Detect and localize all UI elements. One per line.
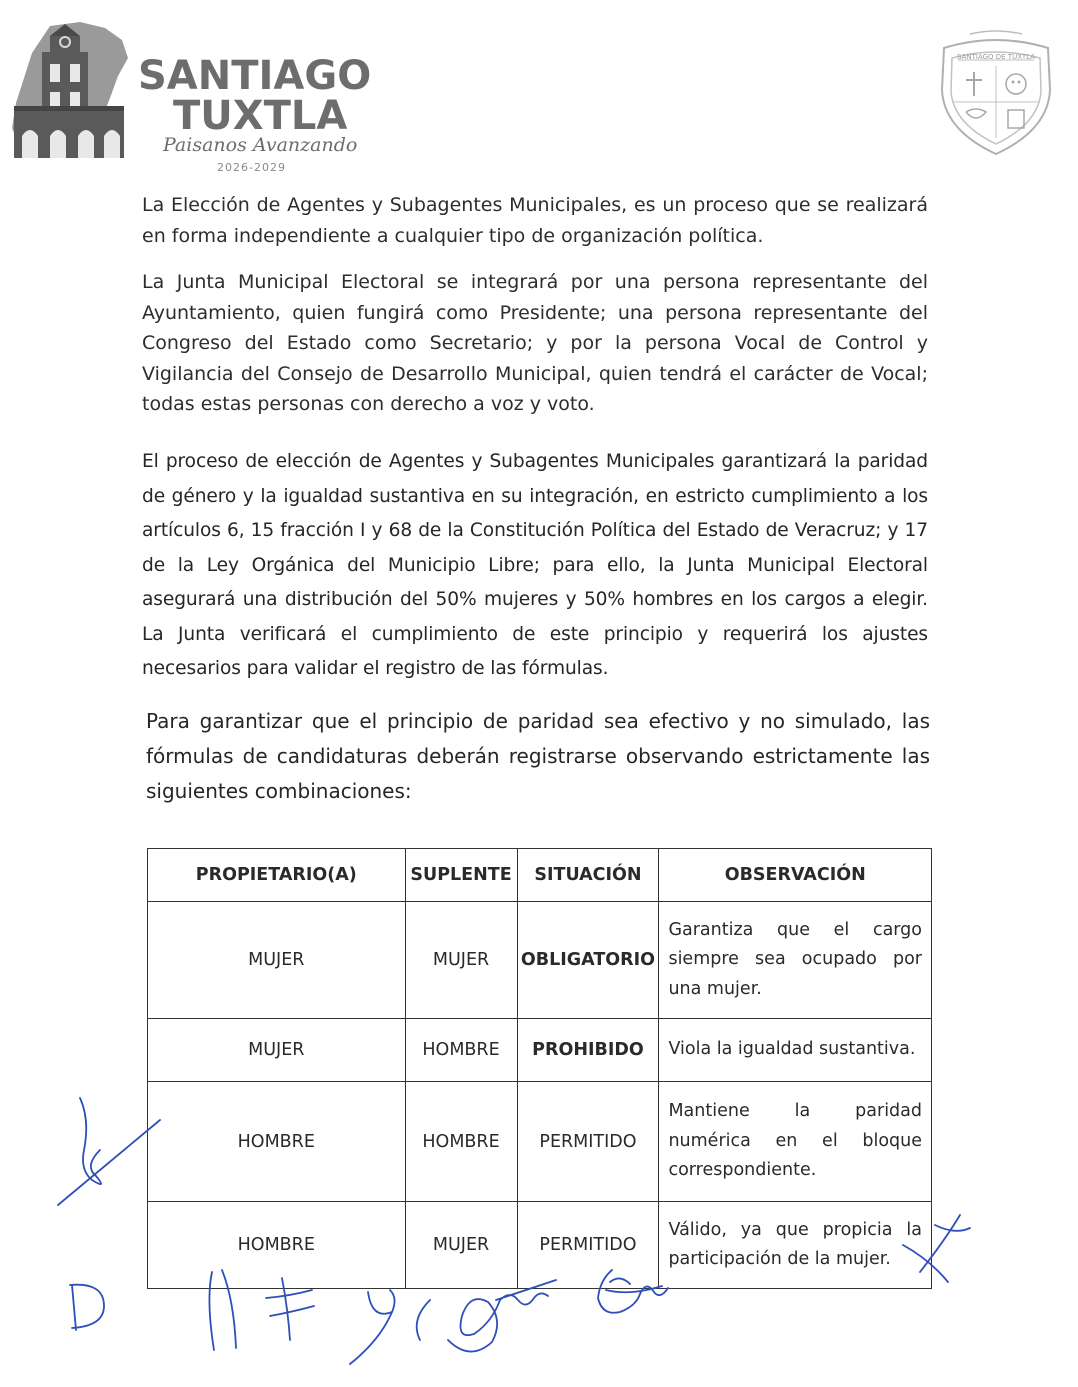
cell-situacion: PERMITIDO (517, 1202, 659, 1289)
header-observacion: OBSERVACIÓN (659, 849, 932, 902)
signature-swirl (417, 1280, 556, 1352)
header-suplente: SUPLENTE (405, 849, 517, 902)
table-row (148, 902, 932, 1019)
cell-situacion: PERMITIDO (517, 1082, 659, 1202)
cell-situacion: PROHIBIDO (517, 1019, 659, 1082)
cell-propietario: HOMBRE (148, 1202, 406, 1289)
header-propietario: PROPIETARIO(A) (148, 849, 406, 902)
cell-situacion: OBLIGATORIO (517, 902, 659, 1019)
cell-suplente: HOMBRE (405, 1082, 517, 1202)
header-situacion: SITUACIÓN (517, 849, 659, 902)
paragraph-election-independence: La Elección de Agentes y Subagentes Municipales, es un proceso que se realizará en forma independiente a cualquier tipo de organización política. (142, 194, 928, 247)
cell-observacion: Válido, ya que propicia la participación de la mujer. (659, 1202, 932, 1289)
municipal-logo (10, 18, 390, 174)
cell-propietario: HOMBRE (148, 1082, 406, 1202)
cell-suplente: MUJER (405, 1202, 517, 1289)
cell-suplente: MUJER (405, 902, 517, 1019)
cell-observacion: Mantiene la paridad numérica en el bloque correspondiente. (659, 1082, 932, 1202)
paragraph-gender-parity: El proceso de elección de Agentes y Subagentes Municipales garantizará la paridad de género y la igualdad sustantiva en su integración, en estricto cumplimiento a los artículos 6, 15 fracción I y 68 de la Constitución Política del Estado de Veracruz; y 17 de la Ley Orgánica del Municipio Libre; para ello, la Junta Municipal Electoral asegurará una distribución del 50% mujeres y 50% hombres en los cargos a elegir. La Junta verificará el cumplimiento de este principio y requerirá los ajustes necesarios para validar el registro de las fórmulas. (142, 451, 928, 679)
candidate-combinations-table (147, 848, 932, 1289)
seal-text: SANTIAGO DE TUXTLA (957, 53, 1035, 61)
brand-slogan: Paisanos Avanzando (163, 134, 358, 156)
administration-years: 2026-2029 (217, 161, 286, 174)
cell-suplente: HOMBRE (405, 1019, 517, 1082)
cell-propietario: MUJER (148, 1019, 406, 1082)
paragraph-junta-composition: La Junta Municipal Electoral se integrará por una persona representante del Ayuntamiento, quien fungirá como Presidente; una persona representante del Congreso del Estado como Secretario; y por la persona Vocal de Control y Vigilancia del Consejo de Desarrollo Municipal, quien tendrá el carácter de Vocal; todas estas personas con derecho a voz y voto. (142, 271, 928, 415)
table-row (148, 1019, 932, 1082)
brand-name-line2: TUXTLA (173, 93, 348, 139)
signature-d (70, 1285, 104, 1330)
municipal-seal-icon (930, 30, 1062, 160)
clock-tower-logo-icon (10, 18, 135, 163)
table-header-row (148, 849, 932, 902)
cell-observacion: Viola la igualdad sustantiva. (659, 1019, 932, 1082)
table-row (148, 1202, 932, 1289)
brand-name-line1: SANTIAGO (138, 53, 372, 99)
paragraph-combinations-intro: Para garantizar que el principio de paridad sea efectivo y no simulado, las fórmulas de candidaturas deberán registrarse observando estrictamente las siguientes combinaciones: (146, 709, 930, 803)
cell-propietario: MUJER (148, 902, 406, 1019)
table-row (148, 1082, 932, 1202)
signature-left-margin (58, 1098, 160, 1205)
cell-observacion: Garantiza que el cargo siempre sea ocupado por una mujer. (659, 902, 932, 1019)
signature-y (350, 1290, 395, 1364)
